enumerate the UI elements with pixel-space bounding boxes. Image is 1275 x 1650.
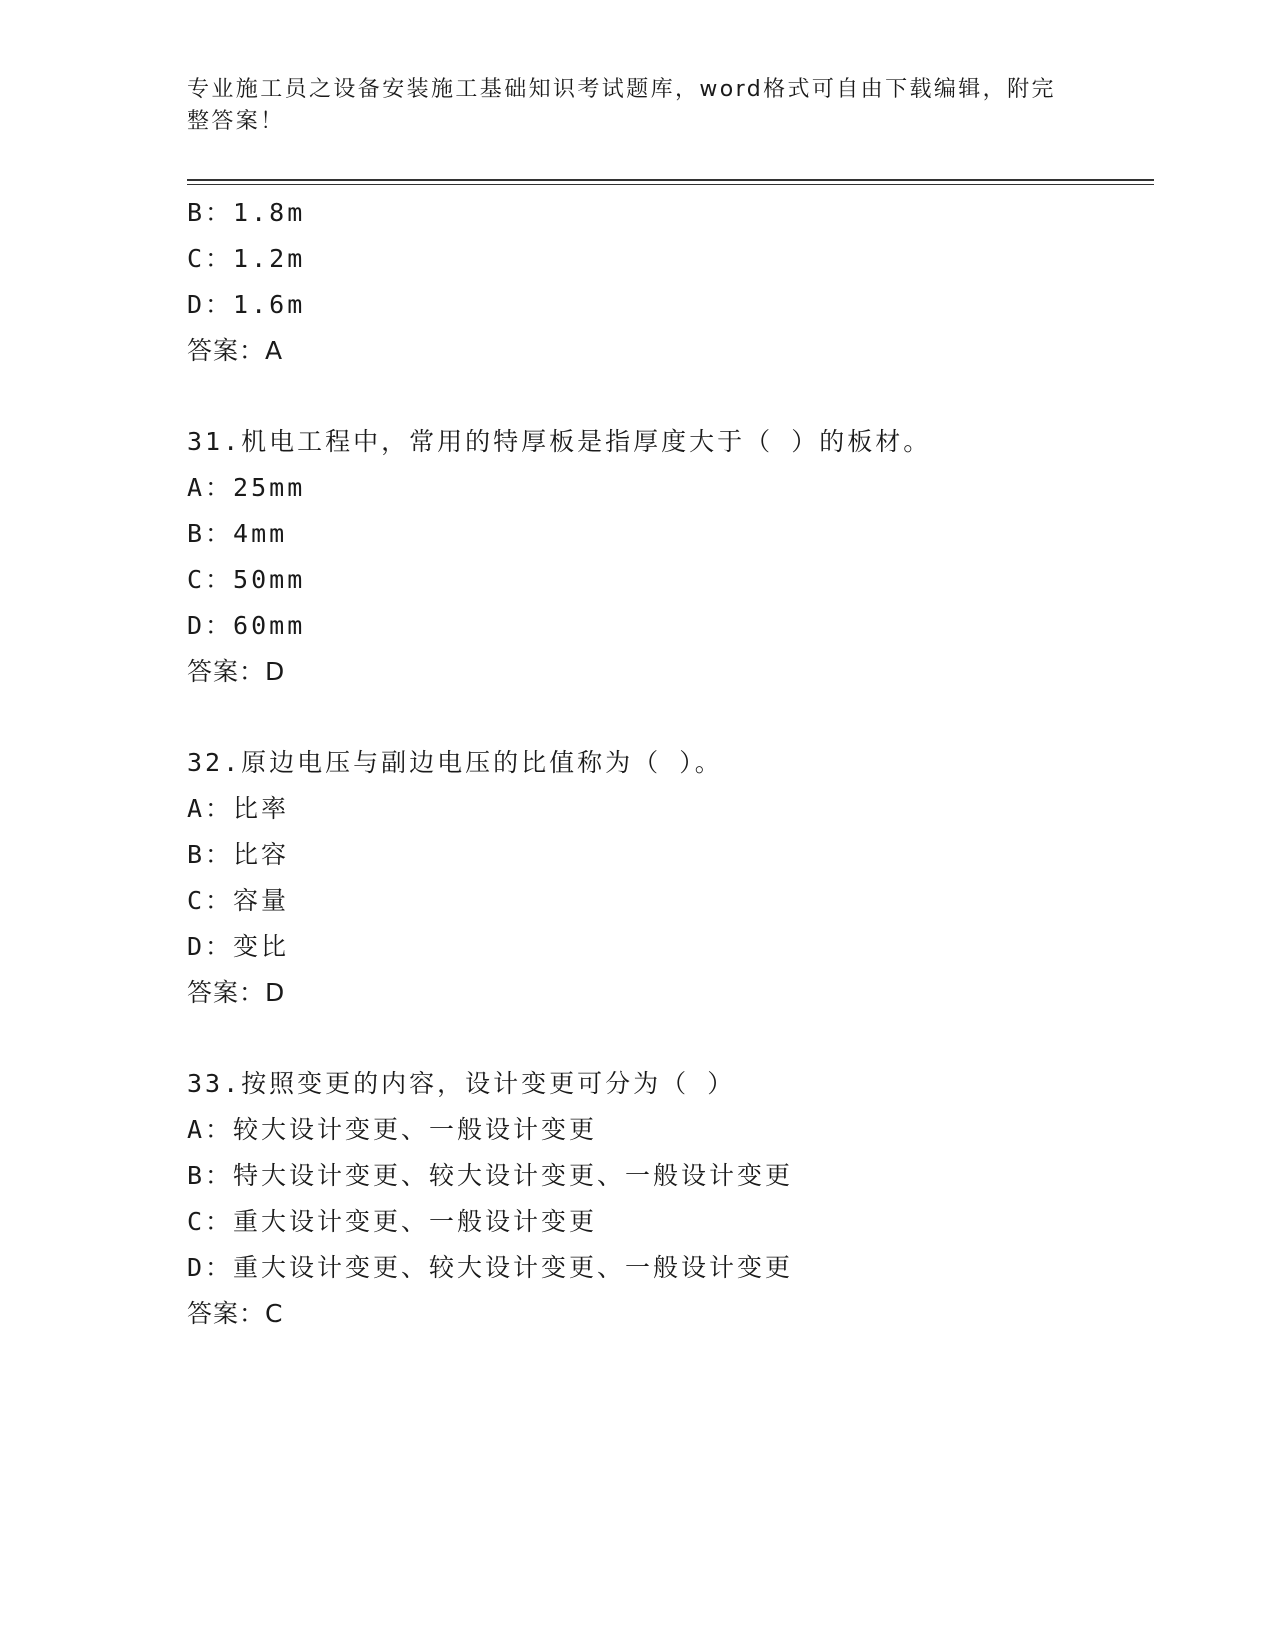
option-c: C：50mm: [187, 565, 306, 594]
option-b: B：特大设计变更、较大设计变更、一般设计变更: [187, 1161, 794, 1190]
question-33: [187, 1061, 1154, 1337]
option-d: D：60mm: [187, 611, 306, 640]
question-stem: 31.机电工程中，常用的特厚板是指厚度大于（ ）的板材。: [187, 427, 932, 456]
answer-line: 答案：D: [187, 978, 286, 1007]
answer-line: 答案：D: [187, 657, 286, 686]
header-line-2: 整答案！: [187, 109, 285, 134]
option-b: B：4mm: [187, 519, 288, 548]
option-a: A：较大设计变更、一般设计变更: [187, 1115, 598, 1144]
option-d: D：重大设计变更、较大设计变更、一般设计变更: [187, 1253, 794, 1282]
option-c: C：容量: [187, 886, 290, 915]
option-b: B：比容: [187, 840, 290, 869]
question-32: [187, 740, 1154, 1016]
answer-line: 答案：A: [187, 336, 284, 365]
option-c: C：重大设计变更、一般设计变更: [187, 1207, 598, 1236]
option-d: D：1.6m: [187, 290, 306, 319]
header-divider: [187, 179, 1154, 185]
option-a: A：25mm: [187, 473, 306, 502]
document-header: [187, 74, 1067, 138]
question-list: [187, 190, 1154, 1337]
header-line-1: 专业施工员之设备安装施工基础知识考试题库，word格式可自由下载编辑，附完: [187, 77, 1056, 102]
question-stem: 32.原边电压与副边电压的比值称为（ ）。: [187, 748, 723, 777]
question-30-continued: [187, 190, 1154, 374]
option-c: C：1.2m: [187, 244, 306, 273]
option-a: A：比率: [187, 794, 290, 823]
question-stem: 33.按照变更的内容，设计变更可分为（ ）: [187, 1069, 736, 1098]
answer-line: 答案：C: [187, 1299, 284, 1328]
option-b: B：1.8m: [187, 198, 306, 227]
option-d: D：变比: [187, 932, 290, 961]
question-31: [187, 419, 1154, 695]
